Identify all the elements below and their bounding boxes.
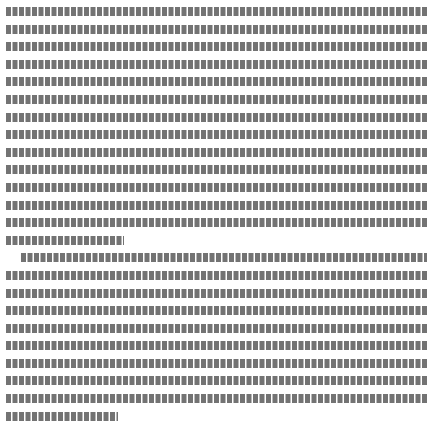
text-line [6,108,427,126]
text-line [6,319,427,337]
text-line [6,90,427,108]
text-line [6,231,427,249]
text-line [6,407,427,425]
text-line [6,284,427,302]
text-line [6,2,427,20]
text-line [6,371,427,389]
text-line [6,248,427,266]
text-line [6,72,427,90]
text-line [6,143,427,161]
text-line [6,213,427,231]
text-line [6,125,427,143]
text-line [6,37,427,55]
text-line [6,389,427,407]
body-text [6,2,427,424]
text-line [6,20,427,38]
text-line [6,55,427,73]
text-line [6,266,427,284]
text-line [6,196,427,214]
text-line [6,336,427,354]
text-line [6,354,427,372]
text-line [6,178,427,196]
text-line [6,301,427,319]
text-line [6,160,427,178]
